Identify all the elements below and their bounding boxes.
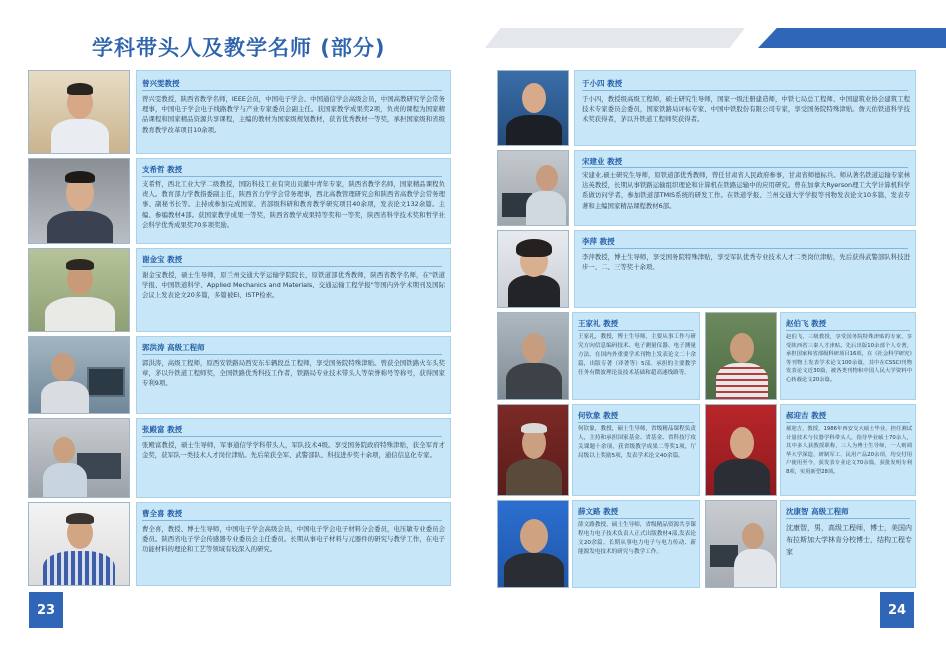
name-divider bbox=[142, 436, 442, 437]
profile-bio: 郝迎吉，教授，1986年西安交大硕士毕业，担任测试计量技术与仪器学科带头人，指导毕业硕士70余人，其中多人获教授职称，三人为博士生导师，一人则调华大学深造，研制军工、民用产品20余项，均交付用户使用至今，获发表专业论文70余篇，获批发明专利8项，实用新型28项。 bbox=[786, 426, 912, 475]
profile-name: 曾兴雯教授 bbox=[142, 79, 180, 88]
profile-bio: 李萍教授，博士生导师，享受国务院特殊津贴，享受军队优秀专业技术人才二类岗位津贴，先后获得武警部队科技进步一、二、三等奖十余项。 bbox=[582, 253, 910, 272]
name-divider bbox=[582, 248, 908, 249]
name-divider bbox=[578, 518, 694, 519]
profile-bio: 赵伯飞，三级教授，享受国务院特殊津贴的专家，享受陕西省三秦人才津贴。先后出版10余部个人专著，承担国家和省部级科研项目16项，在《社会科学研究》等刊物上发表学术论文100余篇，其中在CSSCI刊物发表论文近30篇，被各类刊物和中国人民大学资料中心转载论文20余篇。 bbox=[786, 334, 912, 383]
portrait-photo bbox=[705, 312, 777, 400]
name-divider bbox=[582, 167, 908, 168]
profile-name: 王家礼 教授 bbox=[578, 319, 619, 328]
portrait-photo bbox=[497, 500, 569, 588]
name-divider bbox=[142, 90, 442, 91]
name-divider bbox=[142, 266, 442, 267]
profile-name: 宋建业 教授 bbox=[582, 157, 623, 166]
name-divider bbox=[786, 518, 910, 519]
profile-name: 李萍 教授 bbox=[582, 237, 615, 246]
portrait-photo bbox=[28, 70, 130, 154]
profile-name: 张殿富 教授 bbox=[142, 425, 183, 434]
profile-bio: 于小四，教授级高级工程师，硕士研究生导师，国家一级注册建造师，中铁七局总工程师、中国建筑业协会建筑工程技术专家委员会委员，国家铁路局评标专家、中国中铁股份有限公司专家，享受国务院特殊津贴。詹天佑铁道科学技术奖获得者，茅以升铁道工程师奖获得者。 bbox=[582, 95, 910, 124]
profile-name: 谢金宝 教授 bbox=[142, 255, 183, 264]
portrait-photo bbox=[497, 230, 569, 308]
page-title: 学科带头人及教学名师 (部分) bbox=[92, 36, 386, 60]
portrait-photo bbox=[705, 500, 777, 588]
profile-bio: 薛文路教授，硕士生导师，省级精品资源共享课程电力电子技术负责人正式出版教材4部,发表论文20余篇。长期从事电力电子与电力传动、新能源发电技术的研究与教学工作。 bbox=[578, 522, 696, 555]
profile-name: 于小四 教授 bbox=[582, 79, 623, 88]
profile-name: 沈康智 高级工程师 bbox=[786, 507, 849, 516]
name-divider bbox=[578, 422, 694, 423]
profile-bio: 张殿富教授，硕士生导师，军事通信学学科带头人，军队技术4级。享受国务院政府特殊津贴，获全军育才金奖，获军队一类技术人才岗位津贴。先后荣获全军、武警部队、科技进步奖十余项，通信信息化专家。 bbox=[142, 441, 445, 460]
profile-bio: 谢金宝教授，硕士生导师，原兰州交通大学运输学院院长，原铁道部优秀教师，陕西省教学名师，在"铁道学报、中国铁道科学、Applied Mechanics and Materials、交通运输工程学报"等国内外学术期刊及国际会议上发表论文20多篇，多篇被EI、ISTP检索。 bbox=[142, 271, 445, 300]
profile-bio: 沈康智，男，高级工程师，博士，美国内布拉斯加大学林肯分校博士，结构工程专家 bbox=[786, 524, 912, 556]
profile-bio: 何钦象，教授，硕士生导师，省级精品课程负责人，主持和承担国家基金、省基金、省科技厅攻关课题十余项，获省级教学成果二等奖1项，厅局级以上奖励5项，发表学术论文40余篇。 bbox=[578, 426, 696, 459]
profile-name: 曹全喜 教授 bbox=[142, 509, 183, 518]
profile-bio: 宋建业,硕士研究生导师，原铁道部优秀教师，曾任甘肃省人民政府参事，甘肃省师德标兵。师从著名铁道运输专家林达英教授，长期从事铁路运输组织理论和计算机在铁路运输中的应用研究。曾在加拿大Ryerson理工大学计算机科学系做访问学者，参加铁道部TMIS系统的研发工作。在铁道学报、兰州交通大学学报等刊物发表论文10多篇，发表专著和主编国家精品课程教材6部。 bbox=[582, 171, 910, 210]
profile-name: 支希哲 教授 bbox=[142, 165, 183, 174]
profile-name: 郝迎吉 教授 bbox=[786, 411, 827, 420]
portrait-photo bbox=[497, 150, 569, 226]
page-number-right: 24 bbox=[880, 592, 914, 628]
profile-name: 何钦象 教授 bbox=[578, 411, 619, 420]
portrait-photo bbox=[28, 418, 130, 498]
page-number-left: 23 bbox=[29, 592, 63, 628]
banner-blue-stripe bbox=[758, 28, 946, 48]
profile-name: 赵伯飞 教授 bbox=[786, 319, 827, 328]
portrait-photo bbox=[705, 404, 777, 496]
profile-bio: 郭洪涛，高级工程师，原西安铁路局西安东车辆段总工程师，享受国务院特殊津贴。曾获全国铁路火车头奖章，茅以升铁道工程师奖，全国铁路优秀科技工作者，铁路局专业技术带头人等荣誉称号等称号，获得国家专利9项。 bbox=[142, 359, 445, 388]
profile-bio: 支希哲，西北工业大学二级教授，国防科技工业有突出贡献中青年专家，陕西省教学名师，国家精品课程负责人。教育部力学教指委副主任，陕西省力学学会常务理事，西北高教管理研究会和陕西省高教学会常务理事、副秘书长等。主持或参加完成国家、省部级科研和教育教学研究项目40余项，发表论文132余篇。主编、参编教材4部。获国家教学成果一等奖，陕西省教学成果特等奖和一等奖，陕西省科学技术奖和哲学社会科学优秀成果奖70多项奖励。 bbox=[142, 180, 445, 229]
profile-name: 薛文路 教授 bbox=[578, 507, 619, 516]
portrait-photo bbox=[28, 336, 130, 414]
profile-bio: 王家礼，教授，博士生导师，主要从事工作与研究方向信息编码技术、电子测量仪器、电子测量方法。在国内外重要学术刊物上发表论文二十余篇，出版专著（译著等）5部。承担的主要教学任务有微波理论及技术基础和超高速线路等。 bbox=[578, 334, 696, 376]
name-divider bbox=[786, 422, 910, 423]
profile-bio: 曹全喜，教授、博士生导师，中国电子学会高级会员，中国电子学会电子材料分会委员，电压敏专业委员会委员。陕西省电子学会传感器专业委员会主任委员。长期从事电子材料与元器件的研究与教学工作，在电子功能材料的理论和工艺等领域有较深入的研究。 bbox=[142, 525, 445, 554]
portrait-photo bbox=[497, 312, 569, 400]
name-divider bbox=[142, 354, 442, 355]
banner-gray-stripe bbox=[485, 28, 745, 48]
portrait-photo bbox=[28, 248, 130, 332]
name-divider bbox=[582, 90, 908, 91]
name-divider bbox=[142, 520, 442, 521]
portrait-photo bbox=[28, 158, 130, 244]
portrait-photo bbox=[497, 404, 569, 496]
name-divider bbox=[578, 330, 694, 331]
name-divider bbox=[786, 330, 910, 331]
portrait-photo bbox=[497, 70, 569, 146]
profile-name: 郭洪涛 高级工程师 bbox=[142, 343, 205, 352]
portrait-photo bbox=[28, 502, 130, 586]
name-divider bbox=[142, 176, 442, 177]
profile-bio: 曾兴雯教授，陕西省教学名师，IEEE会员，中国电子学会、中国通信学会高级会员，中国高教研究学会常务理事，中国电子学会电子线路教学与产业专家委员会副主任。获国家教学成果奖2项，负责的课程为国家精品课程和国家精品资源共享课程，主编的教材为国家级规划教材，获省优秀教材一等奖，承担国家级和省级教育教学改革项目10余项。 bbox=[142, 95, 445, 134]
